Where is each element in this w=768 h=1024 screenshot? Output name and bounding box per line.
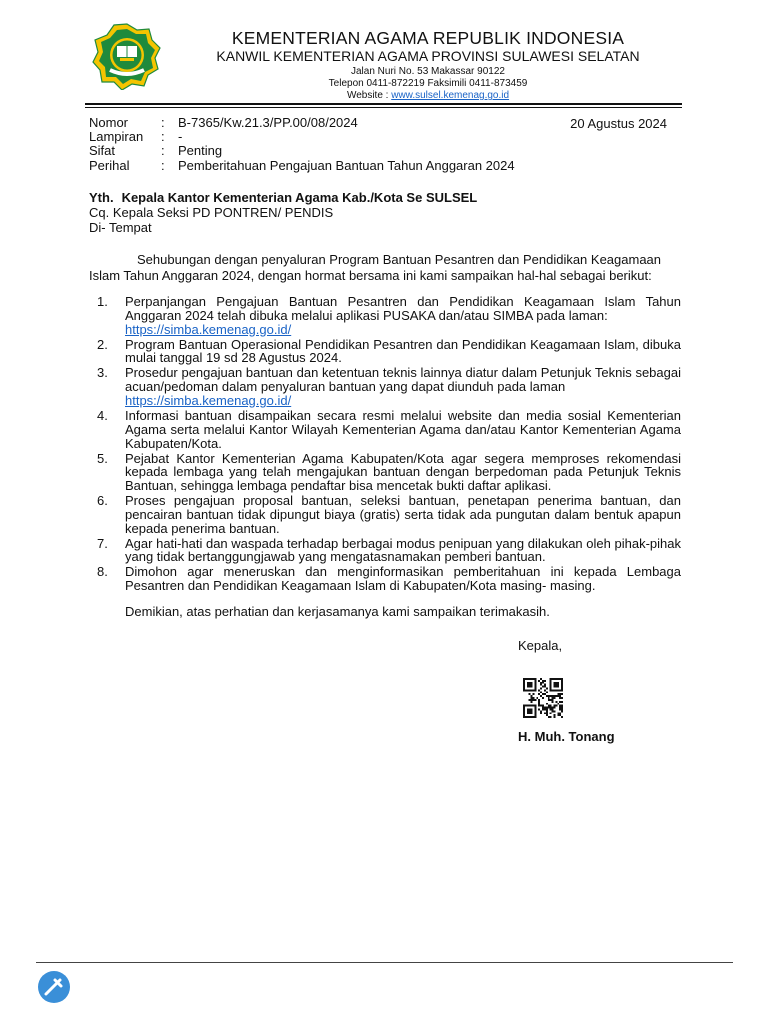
qr-code-icon — [523, 678, 563, 718]
signer-name: H. Muh. Tonang — [518, 729, 615, 744]
list-item-number: 2. — [97, 336, 108, 352]
meta-colon: : — [161, 157, 165, 173]
office-address: Jalan Nuri No. 53 Makassar 90122 — [351, 66, 505, 77]
office-phone: Telepon 0411-872219 Faksimili 0411-873459 — [328, 78, 528, 89]
meta-colon: : — [161, 129, 165, 145]
recipient-cq: Cq. Kepala Seksi PD PONTREN/ PENDIS — [89, 205, 334, 220]
list-item-text — [125, 409, 681, 450]
list-item-number: 7. — [97, 535, 108, 551]
kemenag-emblem-icon — [92, 22, 162, 90]
letterhead-rule-thin — [85, 107, 682, 108]
list-item-text — [125, 537, 681, 565]
letter-date: 20 Agustus 2024 — [570, 116, 667, 131]
meta-colon: : — [161, 115, 165, 130]
letterhead — [168, 29, 688, 102]
meta-key: Perihal — [89, 157, 130, 173]
list-item-body: Agar hati-hati dan waspada terhadap berbagai modus penipuan yang dilakukan oleh pihak-pihak yang tidak bertanggungjawab yang mengatasnamakan pemberi bantuan. — [125, 535, 681, 565]
list-item — [89, 494, 681, 535]
list-item — [89, 452, 681, 493]
list-item — [89, 537, 681, 565]
list-item-body: Dimohon agar meneruskan dan menginformasikan pemberitahuan ini kepada Lembaga Pesantren dan Pendidikan Keagamaan Islam di Kabupaten/Kota masing- masing. — [125, 564, 681, 594]
numbered-list — [89, 295, 681, 594]
list-item-body: Program Bantuan Operasional Pendidikan Pesantren dan Pendidikan Keagamaan Islam, dibuka mulai tanggal 19 sd 28 Agustus 2024. — [125, 336, 681, 366]
app-badge-icon — [37, 970, 71, 1004]
list-item-text — [125, 452, 681, 493]
signature-title: Kepala, — [518, 638, 563, 653]
ministry-name: KEMENTERIAN AGAMA REPUBLIK INDONESIA — [231, 28, 625, 48]
list-item-number: 3. — [97, 365, 108, 381]
website-label: Website : — [346, 90, 392, 101]
list-item-text — [125, 366, 681, 407]
opening-text: Sehubungan dengan penyaluran Program Bantuan Pesantren dan Pendidikan Keagamaan Islam Tahun Anggaran 2024, dengan hormat bersama ini kami sampaikan hal-hal sebagai berikut: — [89, 252, 662, 283]
opening-paragraph — [89, 252, 679, 283]
list-item-body: Perpanjangan Pengajuan Bantuan Pesantren dan Pendidikan Keagamaan Islam Tahun Anggaran 2024 telah dibuka melalui aplikasi PUSAKA dan/atau SIMBA pada laman: — [125, 294, 681, 323]
footer-divider — [36, 962, 733, 963]
list-item-number: 8. — [97, 564, 108, 580]
meta-row — [89, 159, 515, 173]
list-item-number: 4. — [97, 407, 108, 423]
list-item-body: Prosedur pengajuan bantuan dan ketentuan teknis lainnya diatur dalam Petunjuk Teknis sebagai acuan/pedoman dalam penyaluran bantuan yang dapat diunduh pada laman — [125, 365, 681, 395]
list-item — [89, 338, 681, 366]
list-item-link[interactable]: https://simba.kemenag.go.id/ — [125, 392, 292, 408]
letter-meta — [89, 116, 515, 173]
yth-label: Yth. — [89, 190, 114, 205]
list-item-number: 1. — [97, 294, 108, 309]
office-website — [168, 90, 688, 102]
recipient-block — [89, 190, 477, 235]
website-link[interactable]: www.sulsel.kemenag.go.id — [391, 90, 510, 101]
list-item-number: 5. — [97, 450, 108, 466]
meta-value: - — [178, 129, 183, 145]
meta-row — [89, 144, 515, 158]
meta-row — [89, 116, 515, 130]
list-item-text — [125, 295, 681, 336]
list-item — [89, 409, 681, 450]
meta-value: Penting — [178, 143, 223, 159]
list-item-text — [125, 565, 681, 593]
office-name: KANWIL KEMENTERIAN AGAMA PROVINSI SULAWESI SELATAN — [216, 48, 640, 64]
list-item-text — [125, 338, 681, 366]
meta-key: Sifat — [89, 143, 116, 159]
recipient-name: Kepala Kantor Kementerian Agama Kab./Kota Se SULSEL — [121, 190, 478, 205]
list-item-link[interactable]: https://simba.kemenag.go.id/ — [125, 321, 292, 337]
list-item — [89, 295, 681, 336]
meta-key: Lampiran — [89, 129, 144, 145]
list-item-body: Informasi bantuan disampaikan secara resmi melalui website dan media sosial Kementerian Agama serta melalui Kantor Wilayah Kementerian Agama dan/atau Kantor Kementerian Agama Kabupaten/Kota. — [125, 407, 681, 451]
meta-row — [89, 130, 515, 144]
recipient-line — [89, 190, 477, 205]
list-item — [89, 565, 681, 593]
list-item — [89, 366, 681, 407]
meta-value: Pemberitahuan Pengajuan Bantuan Tahun Anggaran 2024 — [178, 157, 515, 173]
meta-key: Nomor — [89, 115, 129, 130]
list-item-number: 6. — [97, 493, 108, 509]
list-item-text — [125, 494, 681, 535]
meta-value: B-7365/Kw.21.3/PP.00/08/2024 — [178, 115, 358, 130]
meta-colon: : — [161, 143, 165, 159]
letterhead-rule-thick — [85, 103, 682, 105]
closing-text: Demikian, atas perhatian dan kerjasamanya kami sampaikan terimakasih. — [125, 604, 550, 619]
list-item-body: Pejabat Kantor Kementerian Agama Kabupaten/Kota agar segera memproses rekomendasi kepada lembaga yang telah mengajukan bantuan dengan berpedoman pada Petunjuk Teknis Bantuan, sehingga lembaga pendaftar bisa mencetak bukti daftar aplikasi. — [125, 450, 681, 494]
recipient-place: Di- Tempat — [89, 220, 152, 235]
list-item-body: Proses pengajuan proposal bantuan, seleksi bantuan, penetapan penerima bantuan, dan pencairan bantuan tidak dipungut biaya (gratis) serta tidak ada pungutan dalam bentuk apapun kepada penerima bantuan. — [125, 493, 681, 536]
